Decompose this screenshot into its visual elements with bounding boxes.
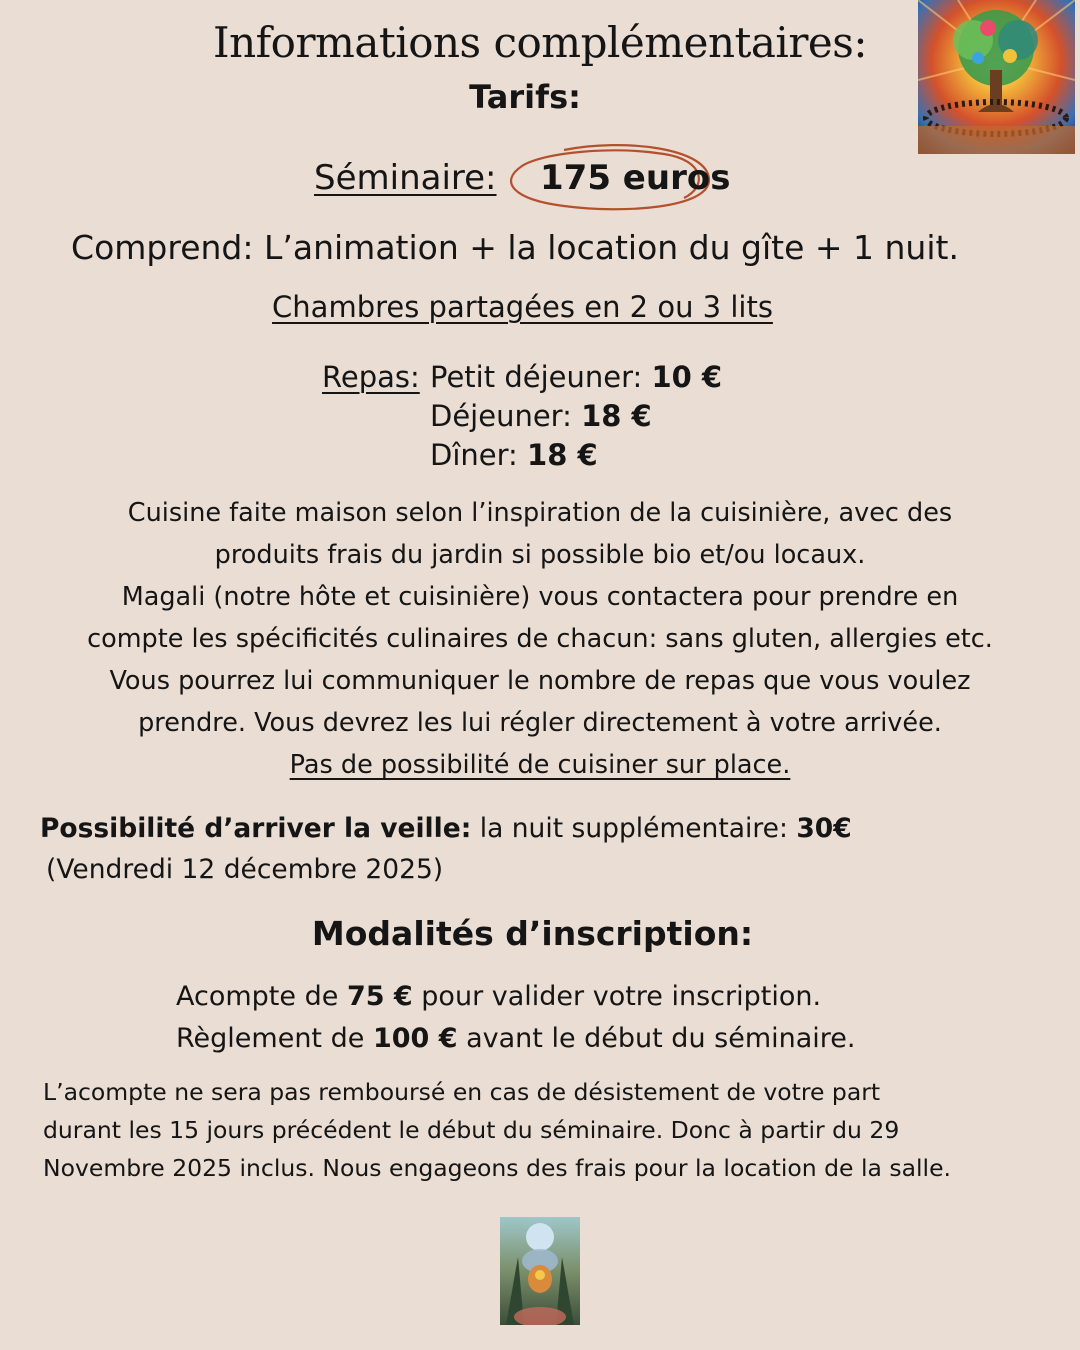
seminar-price: 175 euros bbox=[540, 158, 731, 198]
deposit-line: Acompte de 75 € pour valider votre inscription. bbox=[176, 981, 822, 1012]
early-arrival-info bbox=[40, 808, 1040, 890]
seminar-label: Séminaire: bbox=[314, 158, 497, 198]
refund-line: L’acompte ne sera pas remboursé en cas de désistement de votre part bbox=[43, 1078, 881, 1106]
seminar-price-line bbox=[314, 158, 734, 206]
kitchen-line: Cuisine faite maison selon l’inspiration de la cuisinière, avec des bbox=[127, 498, 953, 528]
meals-label: Repas: bbox=[322, 360, 420, 394]
kitchen-line: Vous pourrez lui communiquer le nombre de repas que vous voulez bbox=[109, 666, 971, 696]
spiritual-artwork-image bbox=[500, 1217, 580, 1325]
early-arrival-text: la nuit supplémentaire: bbox=[479, 813, 788, 844]
kitchen-info bbox=[20, 492, 1060, 786]
meals-list bbox=[430, 358, 722, 475]
section-subtitle-tarifs: Tarifs: bbox=[469, 78, 581, 116]
kitchen-line: compte les spécificités culinaires de chacun: sans gluten, allergies etc. bbox=[87, 624, 993, 654]
refund-line: durant les 15 jours précédent le début du séminaire. Donc à partir du 29 bbox=[43, 1116, 900, 1144]
registration-title: Modalités d’inscription: bbox=[311, 914, 754, 953]
rooms-info bbox=[0, 290, 1045, 324]
kitchen-line: produits frais du jardin si possible bio et/ou locaux. bbox=[214, 540, 866, 570]
tree-of-life-image bbox=[918, 0, 1075, 154]
payment-terms bbox=[176, 976, 1036, 1060]
balance-line: Règlement de 100 € avant le début du séminaire. bbox=[176, 1023, 856, 1054]
early-arrival-label: Possibilité d’arriver la veille: bbox=[40, 813, 472, 844]
refund-policy bbox=[43, 1073, 1063, 1187]
seminar-includes: Comprend: L’animation + la location du gîte + 1 nuit. bbox=[71, 228, 959, 267]
meal-item-breakfast: Petit déjeuner: 10 € bbox=[430, 360, 723, 394]
balance-amount: 100 € bbox=[372, 1023, 458, 1054]
meal-item-lunch: Déjeuner: 18 € bbox=[430, 399, 652, 433]
page-title: Informations complémentaires: bbox=[213, 18, 867, 67]
early-arrival-price: 30€ bbox=[796, 813, 852, 844]
kitchen-line: Magali (notre hôte et cuisinière) vous contactera pour prendre en bbox=[121, 582, 959, 612]
deposit-amount: 75 € bbox=[346, 981, 413, 1012]
kitchen-line: prendre. Vous devrez les lui régler directement à votre arrivée. bbox=[138, 708, 942, 738]
no-cooking-note: Pas de possibilité de cuisiner sur place. bbox=[289, 750, 791, 780]
refund-line: Novembre 2025 inclus. Nous engageons des frais pour la location de la salle. bbox=[43, 1154, 951, 1182]
meal-item-dinner: Dîner: 18 € bbox=[430, 438, 598, 472]
rooms-text: Chambres partagées en 2 ou 3 lits bbox=[272, 290, 773, 324]
early-arrival-date: (Vendredi 12 décembre 2025) bbox=[46, 854, 444, 885]
